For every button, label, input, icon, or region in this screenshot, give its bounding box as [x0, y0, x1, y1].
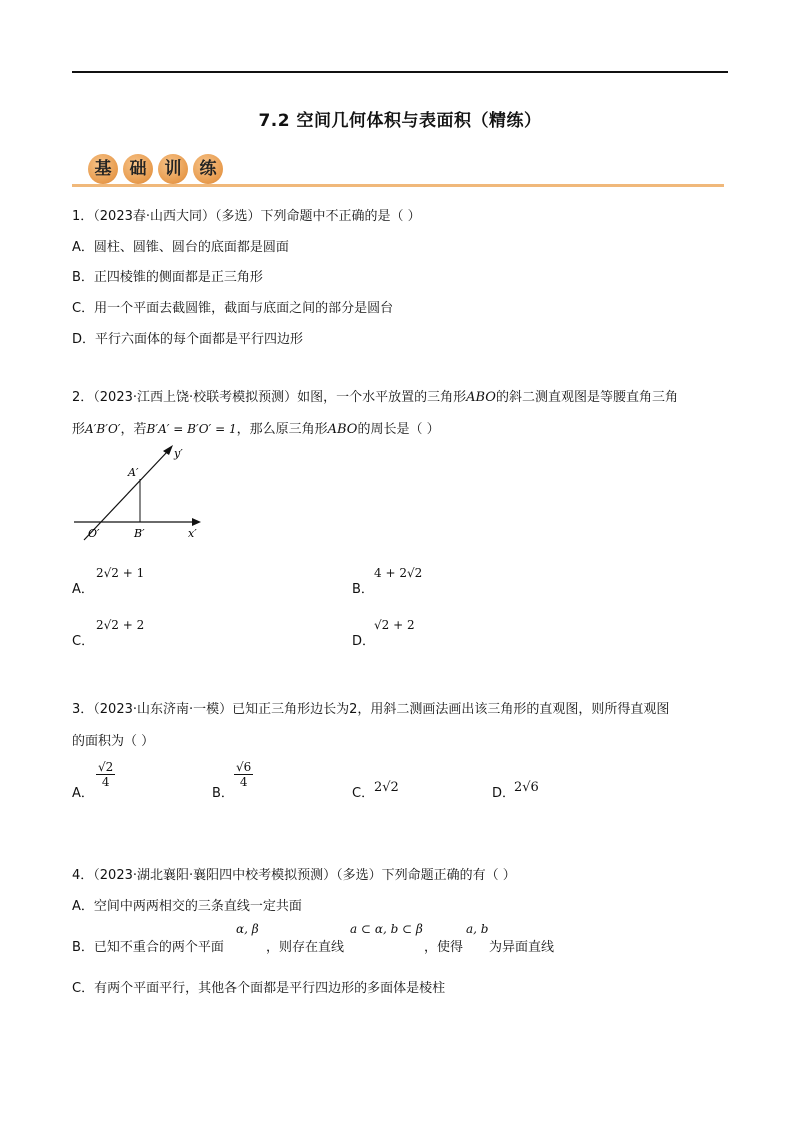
q1-option-d: D．平行六面体的每个面都是平行四边形 [72, 332, 304, 347]
q2-math-equality: B′A′ = B′O′ = 1 [146, 422, 237, 436]
q2-option-a-value: 2√2 + 1 [96, 566, 145, 580]
q2-stem-line2 [72, 418, 440, 437]
q4-option-b-text-1: B．已知不重合的两个平面 [72, 940, 224, 955]
q3-stem-line2: 的面积为（ ） [72, 734, 155, 749]
q2-text: 的周长是（ ） [357, 422, 440, 437]
q3-a-num: √2 [98, 760, 114, 774]
q3-b-num: √6 [236, 760, 252, 774]
q3-option-b-value [234, 760, 253, 789]
q2-stem-line1 [72, 386, 678, 405]
q4-option-b-text-4: 为异面直线 [489, 940, 555, 955]
header-rule [72, 71, 728, 73]
label-a: A′ [128, 466, 139, 479]
q4-stem: 4．（2023·湖北襄阳·襄阳四中校考模拟预测）（多选）下列命题正确的有（ ） [72, 868, 516, 883]
q4-option-b-text-2: ，则存在直线 [266, 940, 345, 955]
q3-b-den: 4 [234, 774, 253, 789]
section-char-3: 训 [158, 154, 188, 184]
q4-math-lines-in-planes: a ⊂ α, b ⊂ β [350, 922, 423, 936]
q2-option-a-label: A． [72, 582, 94, 597]
q2-option-c-value: 2√2 + 2 [96, 618, 145, 632]
label-y: y′ [174, 447, 183, 460]
q2-option-b-value: 4 + 2√2 [374, 566, 423, 580]
q3-stem-line1: 3．（2023·山东济南·一模）已知正三角形边长为2，用斜二测画法画出该三角形的直观图，则所得直观图 [72, 702, 670, 717]
q1-option-c: C．用一个平面去截圆锥，截面与底面之间的部分是圆台 [72, 301, 394, 316]
q4-option-b-text-3: ，使得 [424, 940, 464, 955]
q2-text: ，那么原三角形 [236, 422, 328, 437]
q2-text: 形 [72, 422, 86, 437]
y-axis-arrow [163, 445, 173, 455]
section-char-1: 基 [88, 154, 118, 184]
q3-option-a-value [96, 760, 115, 789]
q3-option-d-value: 2√6 [514, 780, 539, 795]
label-b: B′ [134, 527, 145, 540]
q2-option-d-value: √2 + 2 [374, 618, 415, 632]
page-title: 7.2 空间几何体积与表面积（精练） [258, 111, 542, 131]
q4-option-c: C．有两个平面平行，其他各个面都是平行四边形的多面体是棱柱 [72, 981, 446, 996]
q2-text: 的斜二测直观图是等腰直角三角 [495, 390, 678, 405]
q3-option-b-label: B． [212, 786, 234, 801]
section-rule [72, 184, 724, 187]
q2-math-triangle: A′B′O′ [85, 422, 121, 436]
q3-option-a-label: A． [72, 786, 94, 801]
q2-option-d-label: D． [352, 634, 376, 649]
q2-text: ，若 [120, 422, 147, 437]
q3-a-den: 4 [96, 774, 115, 789]
q4-option-a: A．空间中两两相交的三条直线一定共面 [72, 899, 302, 914]
q3-option-c-label: C． [352, 786, 375, 801]
q1-option-a: A．圆柱、圆锥、圆台的底面都是圆面 [72, 240, 289, 255]
label-x: x′ [188, 527, 197, 540]
q1-stem: 1．（2023春·山西大同）（多选）下列命题中不正确的是（ ） [72, 209, 421, 224]
q1-option-b: B．正四棱锥的侧面都是正三角形 [72, 270, 263, 285]
q4-math-ab: a, b [466, 922, 489, 936]
q4-math-planes: α, β [236, 922, 259, 936]
section-char-2: 础 [123, 154, 153, 184]
q2-figure [70, 440, 210, 545]
q3-option-d-label: D． [492, 786, 516, 801]
q2-math-abo: ABO [466, 390, 496, 405]
q3-option-c-value: 2√2 [374, 780, 399, 795]
section-char-4: 练 [193, 154, 223, 184]
label-o: O′ [88, 527, 100, 540]
x-axis-arrow [192, 518, 201, 526]
q2-text: 2．（2023·江西上饶·校联考模拟预测）如图，一个水平放置的三角形 [72, 390, 467, 405]
q2-math-abo: ABO [327, 422, 358, 437]
q2-option-b-label: B． [352, 582, 374, 597]
q2-option-c-label: C． [72, 634, 95, 649]
